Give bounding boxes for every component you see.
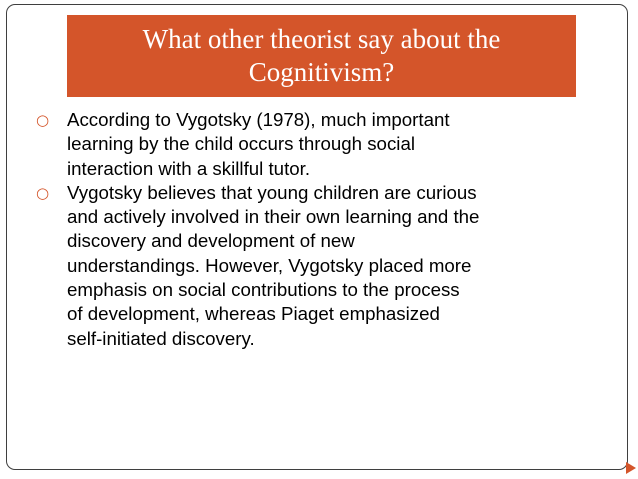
bullet-2-line-5: emphasis on social contributions to the process xyxy=(67,279,460,301)
bullet-list xyxy=(20,108,610,351)
hollow-circle-bullet-icon: ○ xyxy=(35,111,50,129)
orange-corner-triangle-icon xyxy=(622,460,638,476)
bullet-item-2 xyxy=(20,181,610,351)
bullet-2-line-3: discovery and development of new xyxy=(67,230,355,252)
bullet-2-line-6: of development, whereas Piaget emphasized xyxy=(67,303,440,325)
bullet-2-line-4: understandings. However, Vygotsky placed more xyxy=(67,254,472,276)
hollow-circle-bullet-icon: ○ xyxy=(35,183,50,202)
bullet-1-line-1: According to Vygotsky (1978), much important xyxy=(67,109,450,130)
title-line-2: Cognitivism? xyxy=(248,57,395,87)
bullet-1-line-2: learning by the child occurs through social xyxy=(67,133,415,155)
title-banner xyxy=(67,15,576,97)
bullet-2-line-7: self-initiated discovery. xyxy=(67,327,255,349)
bullet-1-line-3: interaction with a skillful tutor. xyxy=(67,157,311,179)
bullet-2-line-1: Vygotsky believes that young children are curious xyxy=(67,181,477,203)
bullet-2-line-2: and actively involved in their own learning and the xyxy=(67,206,480,228)
bullet-item-1 xyxy=(20,108,610,181)
title-line-1: What other theorist say about the xyxy=(142,24,501,54)
